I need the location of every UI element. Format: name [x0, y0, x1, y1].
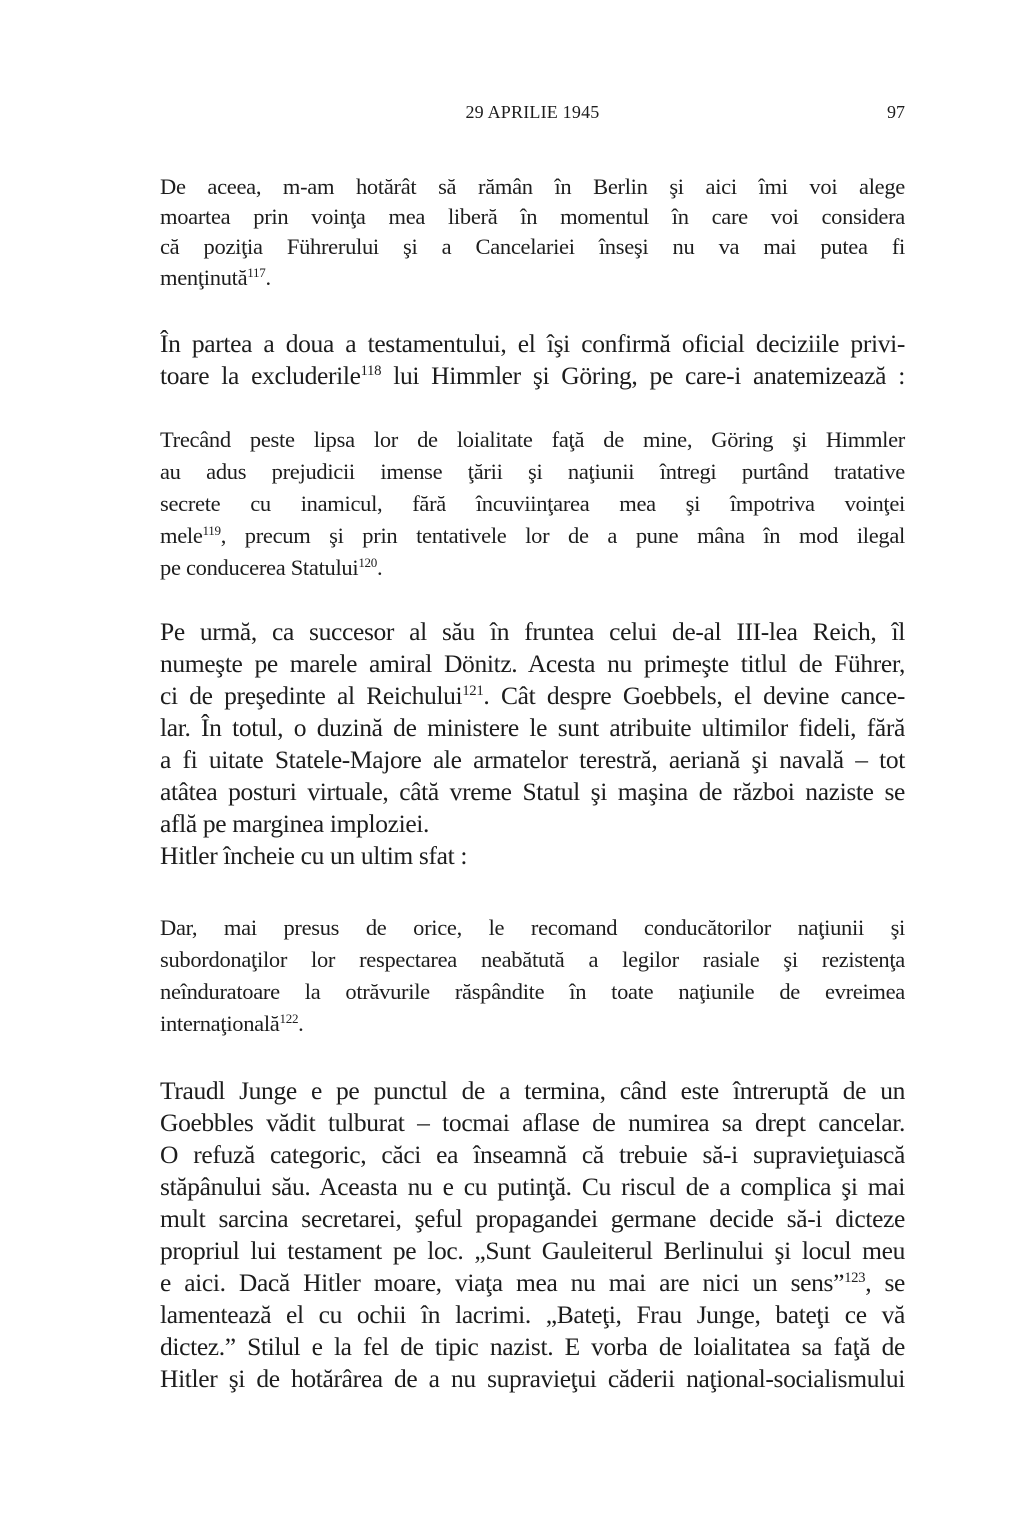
line-text: au adus prejudicii imense ţării şi naţiunii întregi purtând tratative [160, 459, 905, 484]
line-text: află pe marginea imploziei. [160, 809, 430, 838]
line-text: lamentează el cu ochii în lacrimi. „Bateţi, Frau Junge, bateţi ce vă [160, 1300, 905, 1329]
footnote-ref[interactable]: 120 [358, 555, 377, 571]
text-line [160, 648, 905, 680]
line-text: . Cât despre Goebbels, el devine cance- [483, 681, 905, 710]
text-line [160, 489, 905, 519]
footnote-ref[interactable]: 122 [279, 1011, 299, 1027]
text-line [160, 1299, 905, 1331]
line-text: Hitler şi de hotărârea de a nu supravieţui căderii naţional-socialismului [160, 1364, 905, 1393]
text-line [160, 680, 905, 712]
text-line [160, 776, 905, 808]
text-line [160, 263, 905, 293]
line-text: numeşte pe marele amiral Dönitz. Acesta nu primeşte titlul de Führer, [160, 649, 905, 678]
text-line [160, 840, 905, 872]
footnote-ref[interactable]: 118 [360, 363, 382, 380]
line-text: Pe urmă, ca succesor al său în fruntea celui de-al III-lea Reich, îl [160, 617, 905, 646]
text-line [160, 232, 905, 262]
text-line [160, 1075, 905, 1107]
footnote-ref[interactable]: 121 [462, 683, 484, 700]
text-line [160, 977, 905, 1007]
line-text: Traudl Junge e pe punctul de a termina, când este întreruptă de un [160, 1076, 905, 1105]
text-line [160, 1107, 905, 1139]
footnote-ref[interactable]: 117 [247, 265, 266, 281]
text-line [160, 744, 905, 776]
text-line [160, 913, 905, 943]
line-text: . [265, 265, 271, 290]
line-text: Hitler încheie cu un ultim sfat : [160, 841, 468, 870]
line-text: dictez.” Stilul e la fel de tipic nazist. E vorba de loialitatea sa faţă de [160, 1332, 905, 1361]
text-line [160, 616, 905, 648]
text-line [160, 425, 905, 455]
text-line [160, 1009, 905, 1039]
text-line [160, 1203, 905, 1235]
text-line [160, 553, 905, 583]
line-text: neînduratoare la otrăvurile răspândite în toate naţiunile de evreimea [160, 979, 905, 1004]
line-text: a fi uitate Statele-Majore ale armatelor terestră, aeriană şi navală – tot [160, 745, 905, 774]
text-line [160, 202, 905, 232]
line-text: Dar, mai presus de orice, le recomand conducătorilor naţiunii şi [160, 915, 905, 940]
line-text: . [377, 555, 383, 580]
text-line [160, 457, 905, 487]
text-line [160, 521, 905, 551]
line-text: e aici. Dacă Hitler moare, viaţa mea nu mai are nici un sens” [160, 1268, 845, 1297]
line-text: că poziţia Führerului şi a Cancelariei înseşi nu va mai putea fi [160, 234, 905, 259]
line-text: , se [865, 1268, 905, 1297]
line-text: subordonaţilor lor respectarea neabătută a legilor rasiale şi rezistenţa [160, 947, 905, 972]
text-line [160, 172, 905, 202]
line-text: O refuză categoric, căci ea înseamnă că trebuie să-i supravieţuiască [160, 1140, 905, 1169]
line-text: De aceea, m-am hotărât să rămân în Berlin şi aici îmi voi alege [160, 174, 905, 199]
text-line [160, 1363, 905, 1395]
line-text: menţinută [160, 265, 248, 290]
line-text: stăpânului său. Aceasta nu e cu putinţă. Cu riscul de a complica şi mai [160, 1172, 905, 1201]
line-text: atâtea posturi virtuale, câtă vreme Statul şi maşina de război naziste se [160, 777, 905, 806]
line-text: Trecând peste lipsa lor de loialitate faţă de mine, Göring şi Himmler [160, 427, 905, 452]
line-text: , precum şi prin tentativele lor de a pune mâna în mod ilegal [220, 523, 905, 548]
line-text: pe conducerea Statului [160, 555, 359, 580]
text-line [160, 712, 905, 744]
text-line [160, 1171, 905, 1203]
line-text: mult sarcina secretarei, şeful propagandei germane decide să-i dicteze [160, 1204, 905, 1233]
footnote-ref[interactable]: 123 [844, 1270, 866, 1287]
line-text: lui Himmler şi Göring, pe care-i anatemizează : [381, 361, 905, 390]
line-text: toare la excluderile [160, 361, 361, 390]
line-text: mele [160, 523, 203, 548]
footnote-ref[interactable]: 119 [202, 523, 221, 539]
text-line [160, 1331, 905, 1363]
line-text: internaţională [160, 1011, 280, 1036]
line-text: . [298, 1011, 304, 1036]
text-line [160, 360, 905, 392]
line-text: propriul lui testament pe loc. „Sunt Gauleiterul Berlinului şi locul meu [160, 1236, 905, 1265]
text-line [160, 1139, 905, 1171]
line-text: moartea prin voinţa mea liberă în momentul în care voi considera [160, 204, 905, 229]
line-text: ci de preşedinte al Reichului [160, 681, 463, 710]
text-line [160, 945, 905, 975]
line-text: secrete cu inamicul, fără încuviinţarea mea şi împotriva voinţei [160, 491, 905, 516]
line-text: Goebbles vădit tulburat – tocmai aflase de numirea sa drept cancelar. [160, 1108, 905, 1137]
text-line [160, 1235, 905, 1267]
line-text: În partea a doua a testamentului, el îşi confirmă oficial deciziile privi- [160, 329, 905, 358]
text-line [160, 1267, 905, 1299]
running-title: 29 APRILIE 1945 [465, 102, 600, 122]
text-line [160, 808, 905, 840]
page-number: 97 [887, 102, 905, 122]
page-header [160, 102, 905, 128]
text-line [160, 328, 905, 360]
line-text: lar. În totul, o duzină de ministere le sunt atribuite ultimilor fideli, fără [160, 713, 905, 742]
